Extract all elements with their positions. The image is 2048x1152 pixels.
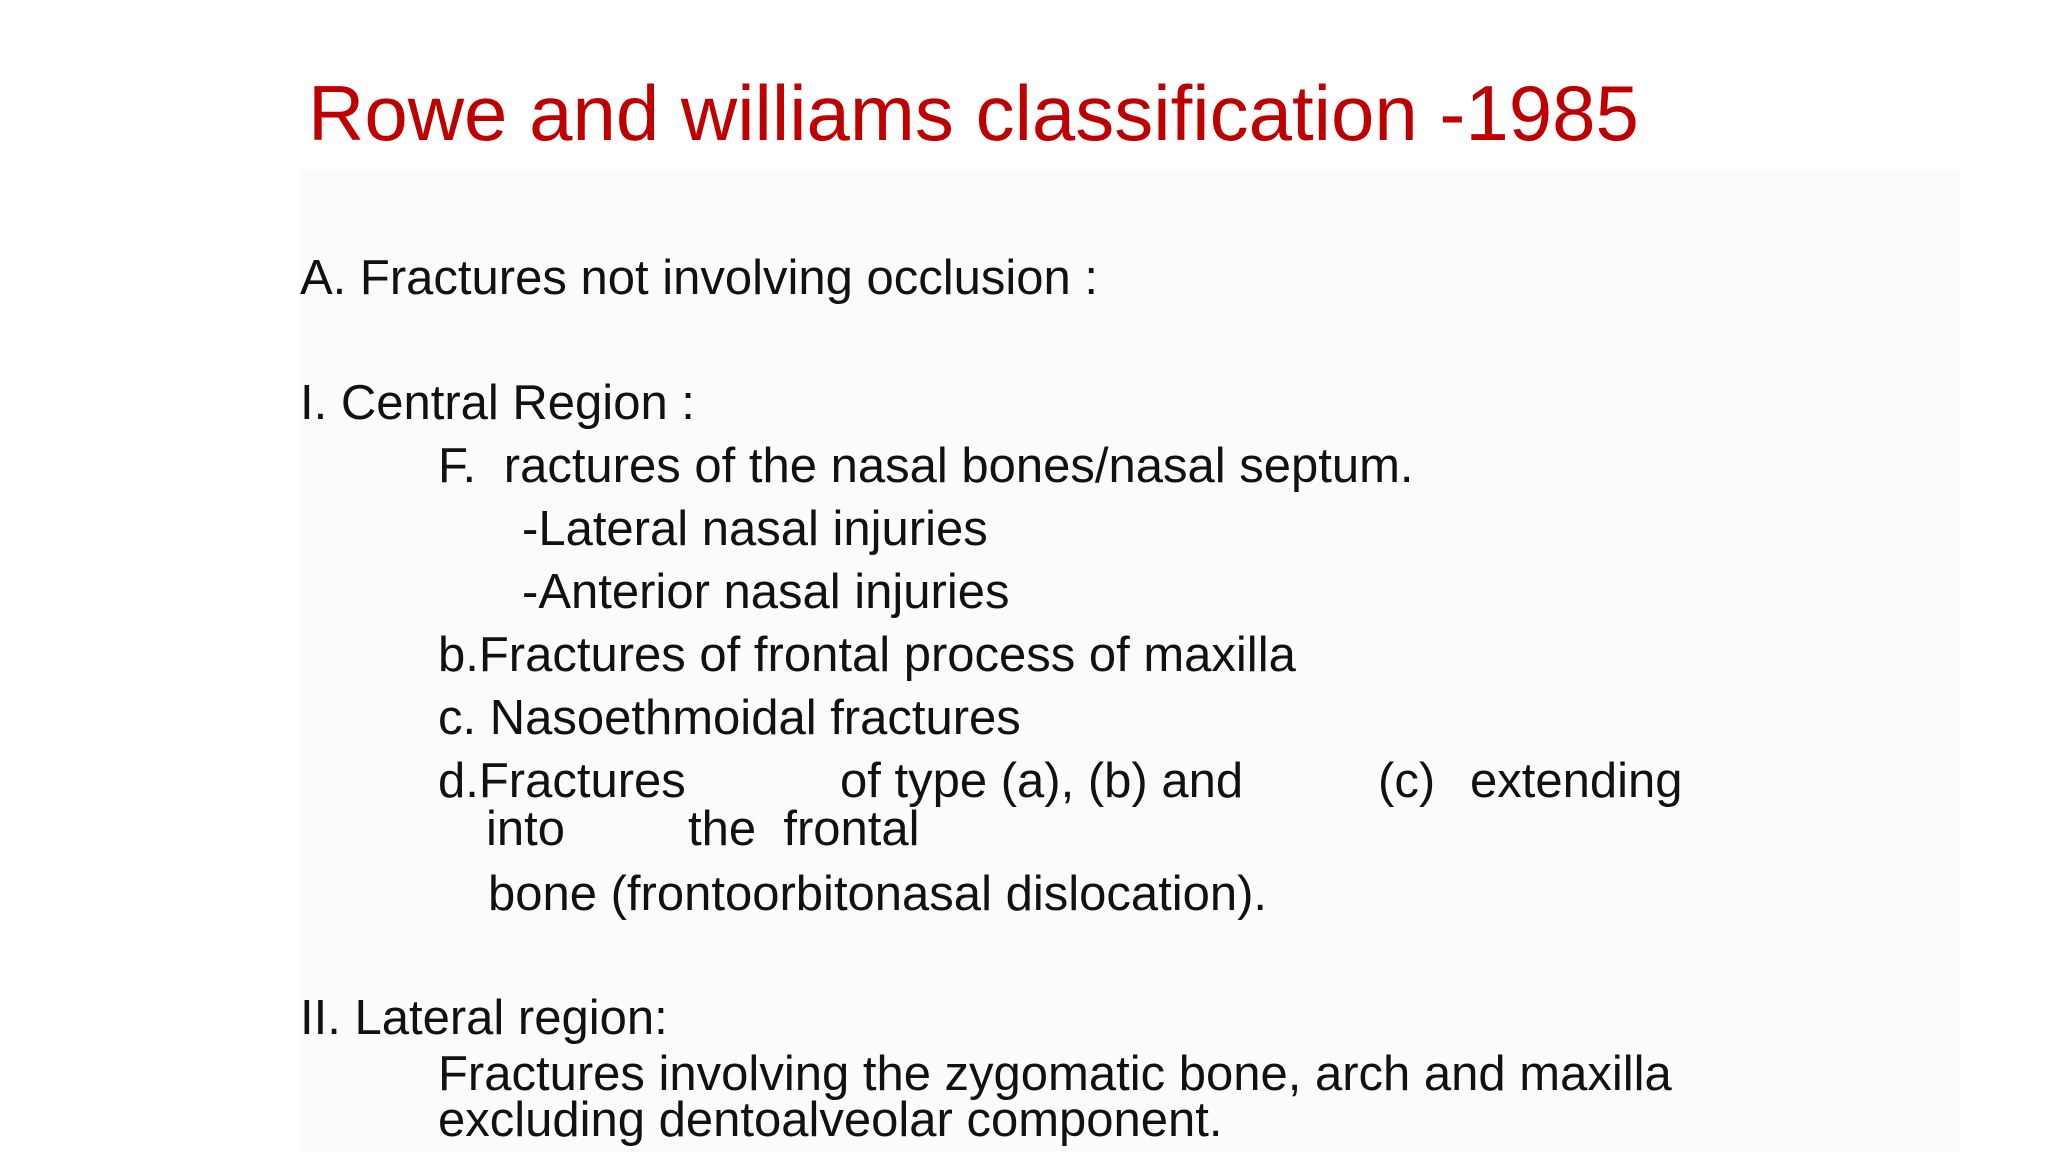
item-d-phrase-frontal: the frontal [688, 802, 920, 856]
central-item-a-text: ractures of the nasal bones/nasal septum. [503, 439, 1414, 493]
lateral-region-heading: II. Lateral region: [300, 991, 668, 1045]
central-item-b: b.Fractures of frontal process of maxilla [438, 628, 1296, 682]
central-item-a [438, 438, 1414, 494]
section-a-heading: A. Fractures not involving occlusion : [300, 251, 1098, 305]
lateral-region-line1: Fractures involving the zygomatic bone, arch and maxilla [438, 1047, 1672, 1101]
slide-title: Rowe and williams classification -1985 [308, 69, 1639, 157]
central-item-a-marker: F. [438, 439, 477, 493]
sub-item-lateral-nasal: -Lateral nasal injuries [522, 502, 988, 556]
item-d-c: (c) [1378, 754, 1436, 808]
central-item-d-line3: bone (frontoorbitonasal dislocation). [488, 867, 1268, 921]
sub-item-anterior-nasal: -Anterior nasal injuries [522, 565, 1010, 619]
central-region-heading: I. Central Region : [300, 376, 695, 430]
item-d-word-into: into [486, 802, 566, 856]
item-d-extending: extending [1470, 754, 1683, 808]
central-item-c: c. Nasoethmoidal fractures [438, 691, 1021, 745]
central-item-d-line2 [486, 801, 920, 857]
item-d-phrase-types: of type (a), (b) and [840, 754, 1244, 808]
item-d-word-fractures: d.Fractures [438, 754, 686, 808]
lateral-region-line2: excluding dentoalveolar component. [438, 1093, 1223, 1147]
